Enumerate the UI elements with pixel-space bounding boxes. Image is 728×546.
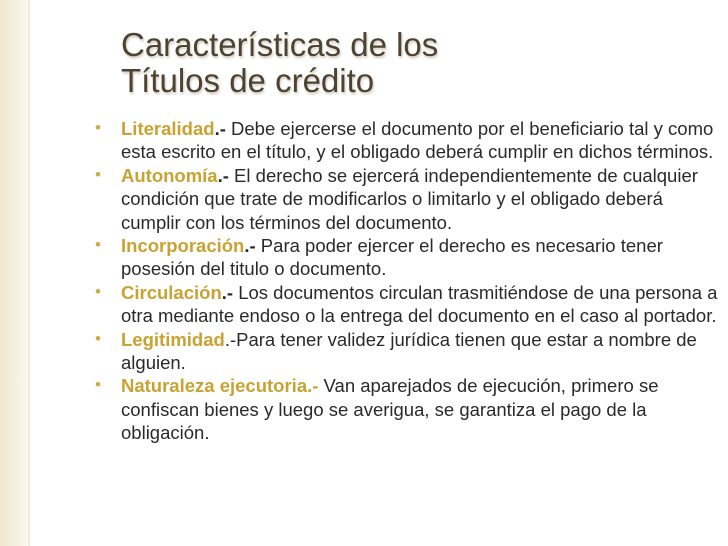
list-item-text (121, 282, 717, 326)
list-item-autonomia (95, 164, 725, 234)
term-separator: .- (307, 375, 319, 397)
decorative-side-stripe (0, 0, 28, 546)
term-label: Legitimidad (121, 328, 225, 350)
term-label: Incorporación (121, 235, 245, 257)
bullet-icon: • (95, 281, 101, 301)
bullet-icon: • (95, 328, 101, 348)
term-separator: .- (217, 164, 229, 186)
term-separator: .- (224, 328, 237, 350)
list-item-text (121, 329, 697, 373)
term-label: Autonomía (121, 164, 218, 186)
bullet-icon: • (95, 375, 101, 395)
item-description: El derecho se ejercerá independientemente de cualquier condición que trate de modificarlos o limitarlo y el obligado deberá cumplir con los términos del documento. (121, 164, 698, 233)
item-description: Para tener validez jurídica tienen que estar a nombre de alguien. (121, 328, 697, 374)
slide-title-line-1: Características de los (121, 26, 439, 63)
item-description: Los documentos circulan trasmitiéndose de una persona a otra mediante endoso o la entrega del documento en el caso al portador. (121, 281, 718, 327)
list-item-legitimidad (95, 328, 725, 375)
term-separator: .- (221, 281, 234, 303)
list-item-text (121, 235, 663, 279)
decorative-side-stripe-edge (28, 0, 30, 546)
bullet-icon: • (95, 164, 101, 184)
term-label: Circulación (121, 281, 222, 303)
list-item-circulacion (95, 281, 725, 328)
term-separator: .- (244, 235, 256, 257)
slide-title-line-2: Títulos de crédito (121, 62, 375, 99)
term-separator: .- (214, 118, 226, 139)
characteristics-list (95, 117, 725, 445)
bullet-icon: • (95, 118, 101, 137)
bullet-icon: • (95, 235, 101, 255)
item-description: Van aparejados de ejecución, primero se confiscan bienes y luego se averigua, se garantiza el pago de la obligación. (121, 375, 659, 444)
item-description: Debe ejercerse el documento por el beneficiario tal y como esta escrito en el título, y el obligado deberá cumplir en dichos términos. (121, 118, 714, 163)
list-item-incorporacion (95, 234, 725, 281)
term-label: Literalidad (121, 118, 215, 139)
list-item-naturaleza-ejecutoria (95, 374, 725, 444)
list-item-text (121, 118, 713, 162)
term-label: Naturaleza ejecutoria (121, 375, 308, 397)
slide-title (121, 27, 681, 99)
list-item-text (121, 165, 698, 233)
list-item-literalidad (95, 117, 725, 164)
list-item-text (121, 375, 658, 443)
item-description: Para poder ejercer el derecho es necesario tener posesión del titulo o documento. (121, 235, 663, 280)
